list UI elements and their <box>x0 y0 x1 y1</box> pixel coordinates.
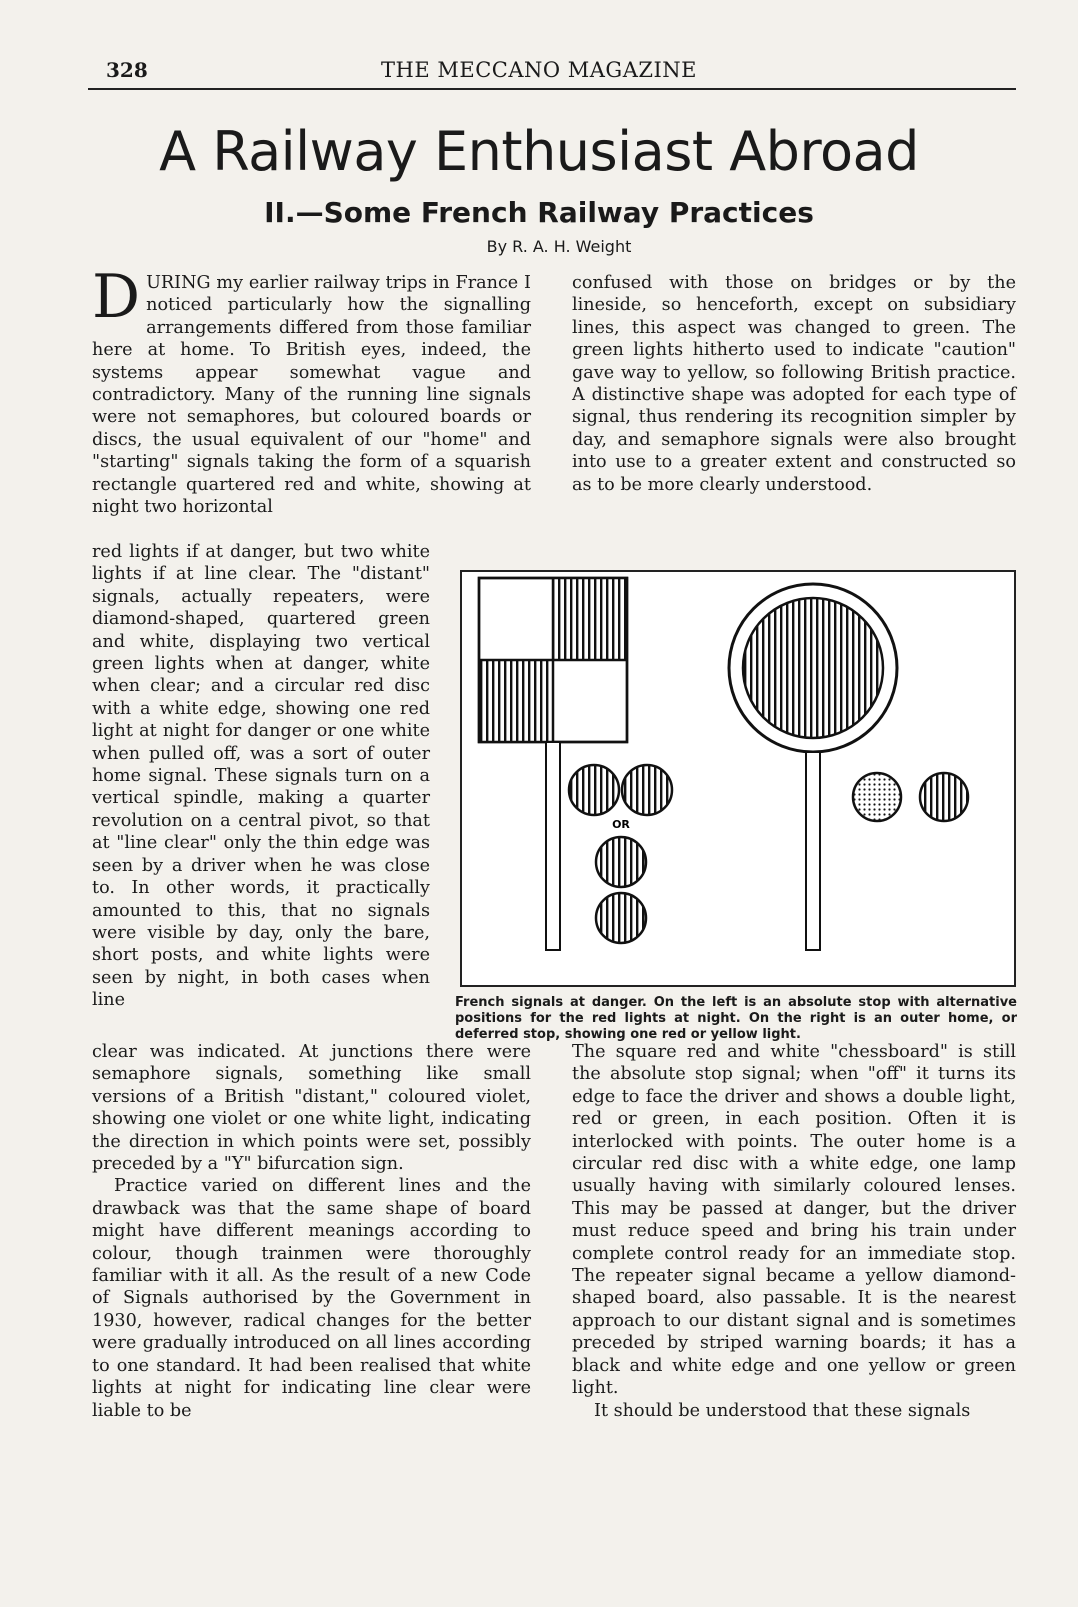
chessboard-signal <box>479 578 627 950</box>
paragraph: Practice varied on different lines and the drawback was that the same shape of board might have different meanings according to colour, though trainmen were thoroughly familiar with it all. As the result of a new Code of Signals authorised by the Government in 1930, however, radical changes for the better were gradually introduced on all lines according to one standard. It had been realised that white lights at night for indicating line clear were liable to be <box>92 1176 531 1421</box>
column-2-bottom <box>572 1041 1016 1422</box>
running-head: THE MECCANO MAGAZINE <box>381 58 697 82</box>
paragraph: It should be understood that these signals <box>594 1400 971 1421</box>
or-label: OR <box>612 818 630 831</box>
outer-home-disc-signal <box>729 584 897 950</box>
paragraph: The square red and white "chessboard" is still the absolute stop signal; when "off" it turns its edge to face the driver and shows a double light, red or green, in each position. Often it is interlocked with points. The outer home is a circular red disc with a white edge, one lamp usually having with similarly coloured lenses. This may be passed at danger, but the driver must reduce speed and bring his train under complete control ready for an immediate stop. The repeater signal became a yellow diamond-shaped board, also passable. It is the nearest approach to our distant signal and is sometimes preceded by striped warning boards; it has a black and white edge and one yellow or green light. <box>572 1042 1016 1399</box>
signals-figure <box>460 570 1016 987</box>
column-1-top <box>92 262 531 518</box>
paragraph: clear was indicated. At junctions there were semaphore signals, something like small versions of a British "distant," coloured violet, showing one violet or one white light, indicating the direction in which points were set, possibly preceded by a "Y" bifurcation sign. <box>92 1042 531 1175</box>
paragraph: red lights if at danger, but two white lights if at line clear. The "distant" signals, actually repeaters, were diamond-shaped, quartered green and white, displaying two vertical green lights when at danger, white when clear; and a circular red disc with a white edge, showing one red light at night for danger or one white when pulled off, was a sort of outer home signal. These signals turn on a vertical spindle, making a quarter revolution on a central pivot, so that at "line clear" only the thin edge was seen by a driver when he was close to. In other words, it practically amounted to this, that no signals were visible by day, only the bare, short posts, and white lights were seen by night, in both cases when line <box>92 542 430 1011</box>
page-number: 328 <box>106 58 148 82</box>
column-1-wrap <box>92 541 430 1012</box>
dropcap: D <box>92 262 141 332</box>
header-rule <box>88 88 1016 90</box>
signals-diagram <box>462 572 1014 985</box>
byline: By R. A. H. Weight <box>486 237 632 256</box>
outer-home-lights <box>853 773 968 821</box>
column-1-bottom <box>92 1041 531 1422</box>
article-subtitle: II.—Some French Railway Practices <box>264 196 814 229</box>
figure-caption: French signals at danger. On the left is an absolute stop with alternative positions for the red lights at night. On the right is an outer home, or deferred stop, showing one red or yellow light. <box>455 995 1017 1042</box>
paragraph: URING my earlier railway trips in France I noticed particularly how the signalling arrangements differed from those familiar here at home. To British eyes, indeed, the systems appear somewhat vague and contradictory. Many of the running line signals were not semaphores, but coloured boards or discs, the usual equivalent of our "home" and "starting" signals taking the form of a squarish rectangle quartered red and white, showing at night two horizontal <box>92 273 531 518</box>
article-title: A Railway Enthusiast Abroad <box>159 120 919 183</box>
column-2-top <box>572 272 1016 496</box>
chessboard-lights <box>569 765 672 943</box>
paragraph: confused with those on bridges or by the lineside, so henceforth, except on subsidiary lines, this aspect was changed to green. The green lights hitherto used to indicate "caution" gave way to yellow, so following British practice. A distinctive shape was adopted for each type of signal, thus rendering its recognition simpler by day, and semaphore signals were also brought into use to a greater extent and constructed so as to be more clearly understood. <box>572 273 1016 495</box>
